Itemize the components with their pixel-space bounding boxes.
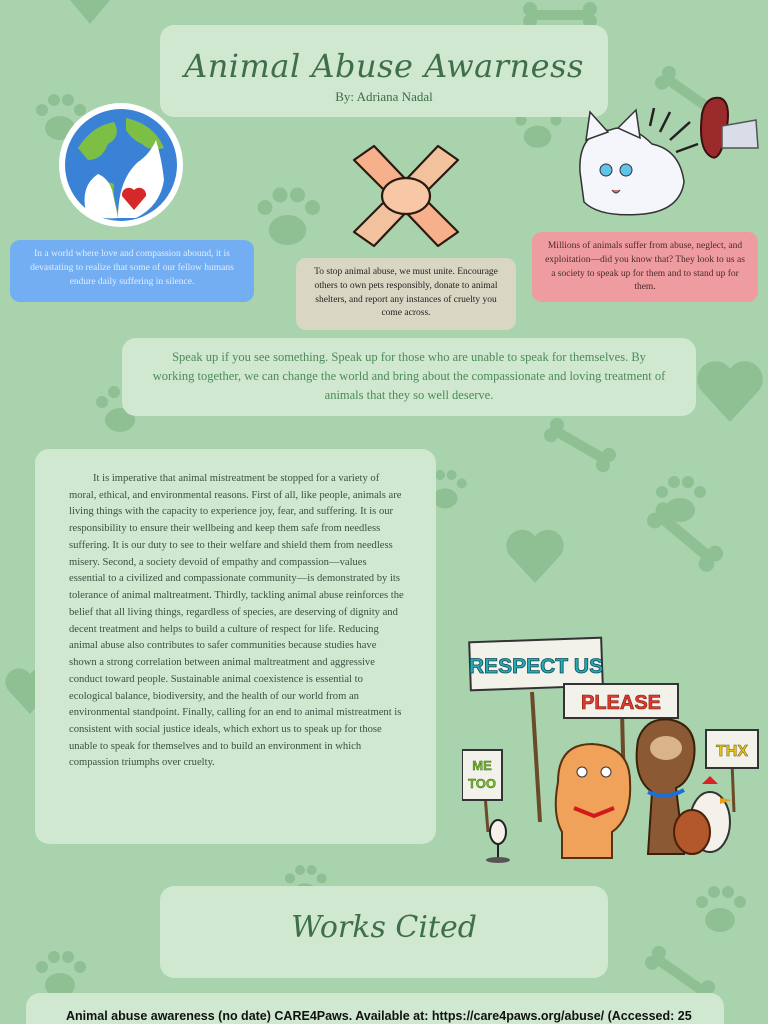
blue-info-bubble: In a world where love and compassion abound, it is devastating to realize that some of our fellow humans endure daily suffering in silence. bbox=[10, 240, 254, 302]
reference-entry: Animal abuse awareness (no date) CARE4Paws. Available at: https://care4paws.org/abuse/ (Accessed: 25 bbox=[66, 1009, 692, 1023]
please-sign-text: PLEASE bbox=[580, 692, 662, 714]
page-title: Animal Abuse Awarness bbox=[184, 47, 584, 85]
works-cited-panel bbox=[160, 886, 608, 978]
pink-info-bubble: Millions of animals suffer from abuse, neglect, and exploitation—did you know that? They look to us as a society to speak up for them and to stand up for them. bbox=[532, 232, 758, 302]
tan-info-bubble: To stop animal abuse, we must unite. Encourage others to own pets responsibly, donate to animal shelters, and report any instances of cruelty you come across. bbox=[296, 258, 516, 330]
metoo-sign-text-2: TOO bbox=[468, 776, 496, 791]
heart-icon bbox=[500, 520, 570, 590]
reference-panel bbox=[26, 993, 724, 1024]
paw-print-icon bbox=[250, 180, 325, 255]
thx-sign-text: THX bbox=[716, 743, 748, 760]
heart-icon bbox=[60, 0, 120, 30]
essay-panel: It is imperative that animal mistreatment be stopped for a variety of moral, ethical, and environmental reasons. First of all, like people, animals are living things with the capacity to experience joy, fear, and suffering. It is our responsibility to ensure their wellbeing and keep them safe from needless suffering. It is our duty to see to their welfare and shield them from needless misery. Second, a society devoid of empathy and compassion—values essential to a civilized and compassionate community—is demonstrated by its tolerance of animal maltreatment. Thirdly, tackling animal abuse reinforces the belief that all living things, regardless of species, are deserving of dignity and decent treatment and helps to build a culture of respect for life. Reducing animal abuse also contributes to safer communities because studies have shown a strong correlation between animal maltreatment and aggressive conduct toward people. Sustainable animal coexistence is essential to ecological balance, biodiversity, and the health of our world from an environmental standpoint. Finally, calling for an end to animal mistreatment is consistent with social justice ideals, which exhort us to speak up for those unable to speak for themselves and to build an environment in which compassion triumphs over cruelty. bbox=[35, 449, 436, 844]
author-byline: By: Adriana Nadal bbox=[335, 89, 433, 104]
title-panel bbox=[160, 25, 608, 117]
united-hands-icon bbox=[348, 138, 464, 254]
globe-heart-icon bbox=[56, 100, 186, 230]
frightened-cat-icon bbox=[560, 92, 760, 232]
works-cited-title: Works Cited bbox=[291, 910, 477, 945]
protest-animals-icon bbox=[462, 632, 762, 864]
paw-print-icon bbox=[690, 880, 750, 940]
metoo-sign-text-1: ME bbox=[472, 758, 492, 773]
heart-icon bbox=[690, 350, 768, 430]
speak-up-panel: Speak up if you see something. Speak up for those who are unable to speak for themselves. By working together, we can change the world and bring about the compassionate and loving treatment of animals that they so well deserve. bbox=[122, 338, 696, 416]
respect-sign-text: RESPECT US bbox=[468, 655, 604, 678]
bone-icon bbox=[538, 412, 622, 478]
